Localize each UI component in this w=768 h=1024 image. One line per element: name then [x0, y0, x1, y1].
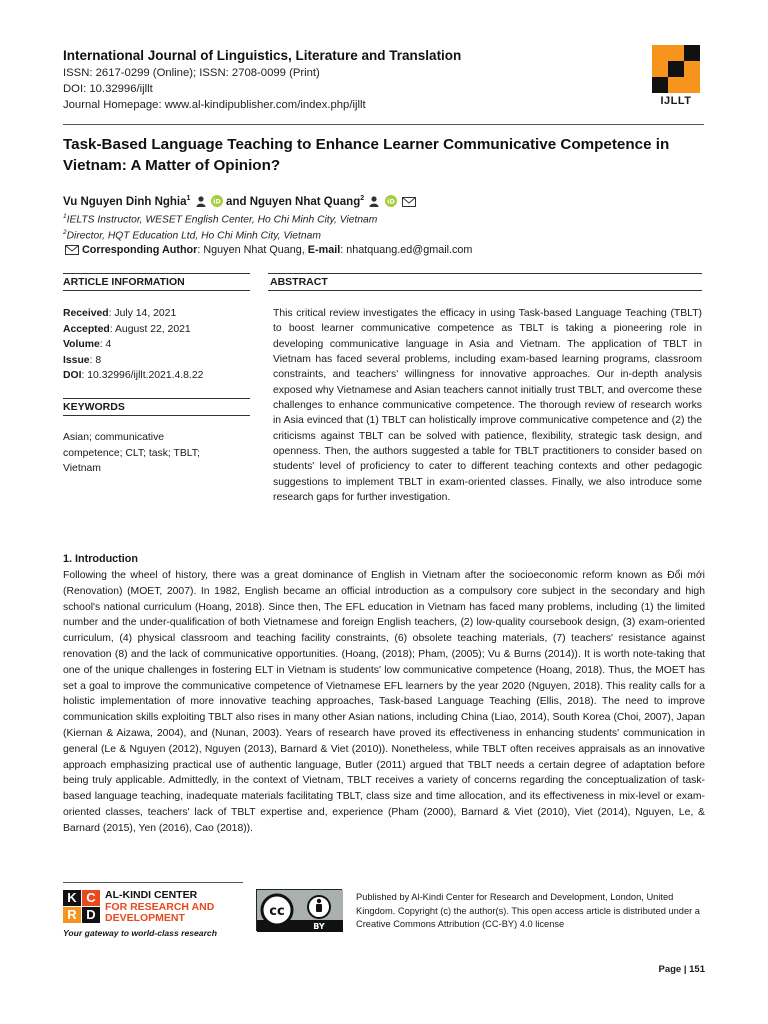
kcrd-letter-d: D	[82, 907, 100, 923]
journal-header	[63, 47, 623, 113]
journal-issn: ISSN: 2617-0299 (Online); ISSN: 2708-0099 (Print)	[63, 67, 320, 79]
article-info-list	[63, 306, 253, 384]
corr-email[interactable]: : nhatquang.ed@gmail.com	[340, 244, 473, 256]
journal-doi: DOI: 10.32996/ijllt	[63, 83, 153, 95]
doi-label: DOI	[63, 370, 82, 382]
kcrd-logo-mark	[63, 890, 101, 924]
author-2-name: Nguyen Nhat Quang	[249, 195, 361, 208]
license-text: Published by Al-Kindi Center for Research and Development, London, United Kingdom. Copyright (c) the author(s). This open access article is distributed under a Creative Commons Attribution (CC-BY) 4.0 license	[356, 892, 700, 929]
affiliation-1-sup: 1	[63, 213, 67, 220]
volume-row	[63, 337, 253, 353]
abstract-bottom-rule	[268, 290, 702, 291]
page-number: Page | 151	[658, 964, 705, 975]
header-divider	[63, 124, 704, 125]
cc-by-label: BY	[313, 922, 325, 931]
volume-value: : 4	[99, 339, 112, 351]
kcrd-letter-c: C	[82, 890, 100, 906]
affiliation-1-text: IELTS Instructor, WESET English Center, Ho Chi Minh City, Vietnam	[66, 214, 378, 226]
introduction-paragraph: Following the wheel of history, there was a great dominance of English in Vietnam after the socioeconomic reform known as Đổi mới (Renovation) (MOET, 2007). In 1982, English became an official introduction as a compulsory core subject in the secondary and high school's national curriculum (Hoang, 2018). Since then, The EFL education in Vietnam has faced many problems, including (1) the limited number and the under-qualification of both Vietnamese and foreign English teachers, (2) low-quality coursebook design, (3) exam-oriented curriculum, (4) physical classroom and teaching facility constraints, (6) obsolete teaching materials, (7) teachers' resistance against renovation (8) and the lack of communicative opportunities. (Hoang, (2018); Pham, (2005); Vu & Burns (2014)). It is worth note-taking that one of the unique challenges in fostering ELT in Vietnam is students' low communicative competence (Hoang, 2018). Thus, the MOET has set a goal to improve the communicative competence of Vietnamese EFL learners by the year 2020 (Nguyen, 2018). This reality calls for a holistic implementation of more innovative teaching approaches, Task-based Language Teaching (Ellis, 2018). The need to improve communication skills exploiting TBLT also rises in many other Asian nations, including China (Liao, 2014), South Korea (Choi, 2007), Japan (Kiernan & Aizawa, 2004), and (Nunan, 2003). Years of research have proved its effectiveness in enhancing students' communication in general (Le & Nguyen (2012), Nguyen (2013), Barnard & Viet (2010)). Nonetheless, while TBLT often receives appraisals as an innovative approach emphasizing practical use of authentic language, Butler (2011) argued that TBLT needs a certain degree of adaptation before being truly applicable. Admittedly, in the context of Vietnam, TBLT receives a variety of concerns regarding the conceptualization of task-based language teaching, inadequate materials facilitating TBLT, class size and time allocation, and its effectiveness in mix-level or exam-oriented classes, teachers' lack of TBLT expertise and, experience (Pham (2000), Barnard & Viet (2010), Viet (2014), Nguyen, Le, & Barnard (2015), Yen (2016), Cao (2018)).	[63, 570, 705, 834]
info-bottom-rule	[63, 290, 250, 291]
doi-row	[63, 368, 253, 384]
abstract-top-rule	[268, 273, 702, 274]
orcid-icon[interactable]	[385, 195, 397, 212]
kcrd-name-line-3: DEVELOPMENT	[105, 912, 185, 924]
corr-name: : Nguyen Nhat Quang,	[197, 244, 308, 256]
affiliation-2-text: Director, HQT Education Ltd, Ho Chi Minh City, Vietnam	[66, 230, 321, 242]
affiliation-1	[63, 210, 377, 227]
info-top-rule	[63, 273, 250, 274]
issue-row	[63, 353, 253, 369]
volume-label: Volume	[63, 339, 100, 351]
abstract-text: This critical review investigates the efficacy in using Task-based Language Teaching (TBLT) to boost learner communicative competence as TBLT is taking a pioneering role in developing communicative language in Asia and Vietnam. The application of TBLT in Vietnam has faced several problems, including exam-based learning programs, classroom constraints, and teachers' willingness for innovative approaches. Our in-depth analysis exposed why Vietnamese and Asian teachers cannot initially trust TBLT, and overcome these challenges to enhance communicative competence. The thorough review of research works in Asia evinced that (1) TBLT can holistically improve communicative competence and (2) the criticisms against TBLT can be solved with patience, flexibility, strategic task design, and openness. Then, the authors suggested a table for TBLT practitioners to consider based on students' level of proficiency to cater to different teaching contexts and other pedagogic suggestions to implement TBLT in exam-oriented classes. Finally, we also introduce some research gaps for further investigation.	[273, 308, 702, 504]
issue-value: : 8	[89, 354, 102, 366]
affiliation-2	[63, 226, 321, 243]
svg-text:iD: iD	[386, 197, 395, 206]
keywords-heading: KEYWORDS	[63, 401, 125, 413]
kcrd-name-line-2: FOR RESEARCH AND	[105, 900, 215, 913]
kcrd-tagline: Your gateway to world-class research	[63, 928, 217, 938]
author-1-sup: 1	[186, 195, 191, 202]
journal-title: International Journal of Linguistics, Literature and Translation	[63, 48, 462, 63]
affiliation-2-sup: 2	[63, 229, 67, 236]
accepted-label: Accepted	[63, 323, 110, 335]
ijllt-logo	[652, 45, 700, 107]
email-icon[interactable]	[402, 196, 416, 212]
author-conjunction: and	[226, 195, 250, 208]
author-line	[63, 191, 416, 212]
ijllt-logo-mark	[652, 45, 700, 93]
article-title: Task-Based Language Teaching to Enhance Learner Communicative Competence in Vietnam: A Matter of Opinion?	[63, 136, 670, 174]
article-info-heading: ARTICLE INFORMATION	[63, 276, 185, 288]
author-1-name: Vu Nguyen Dinh Nghia	[63, 195, 187, 208]
received-row	[63, 306, 253, 322]
author-2-sup: 2	[360, 195, 365, 202]
kcrd-name-line-1: AL-KINDI CENTER	[105, 889, 198, 901]
corr-email-label: E-mail	[307, 244, 341, 256]
journal-homepage[interactable]: Journal Homepage: www.al-kindipublisher.com/index.php/ijllt	[63, 99, 366, 111]
kcrd-letter-k: K	[63, 890, 81, 906]
svg-text:iD: iD	[213, 197, 221, 206]
section-heading-introduction: 1. Introduction	[63, 553, 138, 565]
corr-label: Corresponding Author	[82, 244, 198, 256]
email-icon	[65, 245, 79, 260]
abstract-heading: ABSTRACT	[270, 276, 328, 288]
accepted-row	[63, 322, 253, 338]
received-value: : July 14, 2021	[108, 308, 177, 319]
doi-value[interactable]: : 10.32996/ijllt.2021.4.8.22	[81, 370, 204, 382]
cc-by-badge[interactable]	[256, 889, 342, 931]
keywords-list: Asian; communicative competence; CLT; task; TBLT; Vietnam	[63, 432, 200, 475]
cc-symbol: cc	[269, 904, 285, 919]
keywords-top-rule	[63, 398, 250, 399]
ijllt-logo-text: IJLLT	[660, 95, 692, 107]
kcrd-letter-r: R	[63, 907, 81, 923]
footer-rule	[63, 882, 243, 883]
issue-label: Issue	[63, 354, 90, 366]
accepted-value: : August 22, 2021	[109, 323, 191, 335]
corresponding-author	[63, 243, 472, 260]
keywords-bottom-rule	[63, 415, 250, 416]
received-label: Received	[63, 308, 109, 319]
kcrd-name	[105, 890, 265, 925]
